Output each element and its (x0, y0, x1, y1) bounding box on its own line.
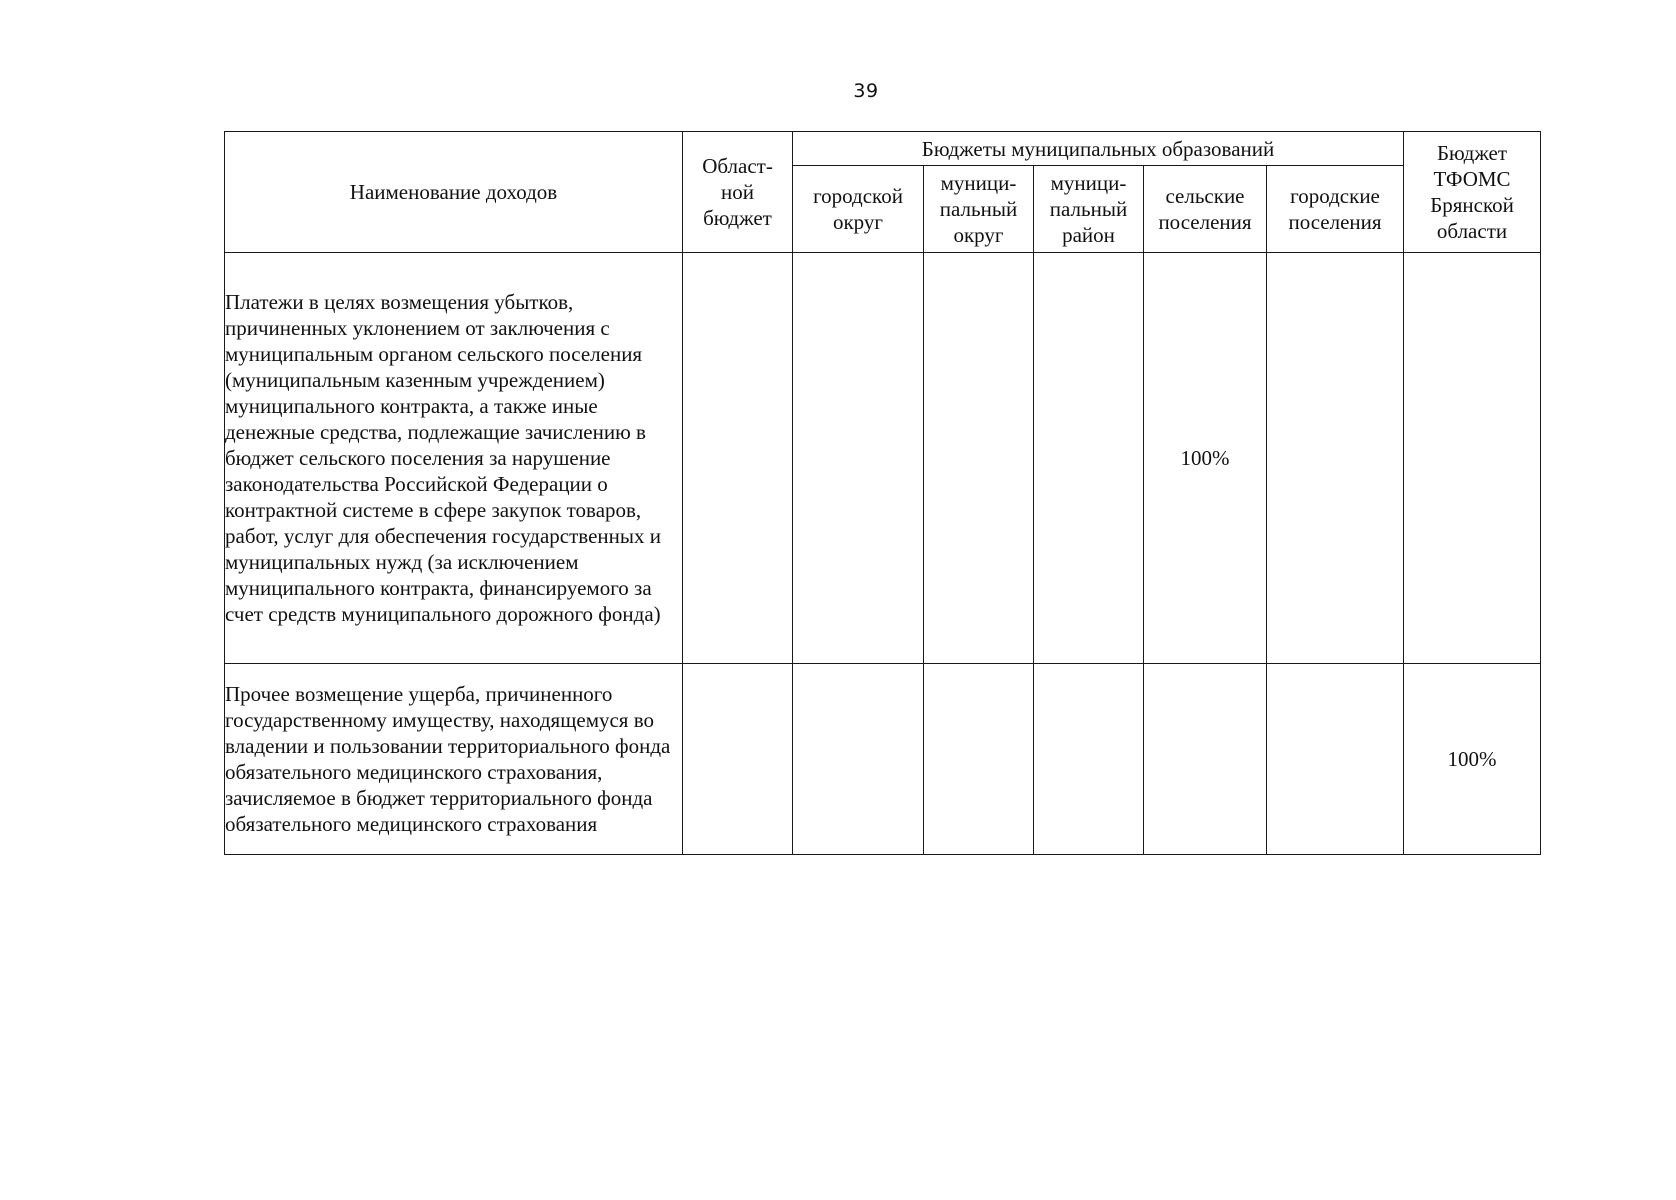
urban-district-value-cell (793, 664, 924, 855)
page-number: 39 (853, 80, 879, 102)
tfoms-value-cell (1404, 253, 1541, 664)
header-municipal-budgets: Бюджеты муниципальных образований (793, 132, 1404, 166)
municipal-district-value-cell (924, 664, 1034, 855)
municipal-district-value-cell (924, 253, 1034, 664)
header-municipal-area: муници- пальный район (1034, 166, 1144, 253)
tfoms-value-cell: 100% (1404, 664, 1541, 855)
revenue-name-cell: Прочее возмещение ущерба, причиненного государственному имуществу, находящемуся во владении и пользовании территориального фонда обязательного медицинского страхования, зачисляемое в бюджет территориального фонда обязательного медицинского страхования (225, 664, 683, 855)
urban-settlements-value-cell (1267, 253, 1404, 664)
revenue-distribution-table (224, 131, 1541, 855)
header-rural-settlements: сельские поселения (1144, 166, 1267, 253)
rural-settlements-value-cell: 100% (1144, 253, 1267, 664)
regional-value-cell (683, 664, 793, 855)
header-regional-budget: Област- ной бюджет (683, 132, 793, 253)
regional-value-cell (683, 253, 793, 664)
header-municipal-district: муници- пальный округ (924, 166, 1034, 253)
header-urban-district: городской округ (793, 166, 924, 253)
header-tfoms-budget: Бюджет ТФОМС Брянской области (1404, 132, 1541, 253)
rural-settlements-value-cell (1144, 664, 1267, 855)
urban-settlements-value-cell (1267, 664, 1404, 855)
urban-district-value-cell (793, 253, 924, 664)
header-revenue-name: Наименование доходов (225, 132, 683, 253)
revenue-name-cell: Платежи в целях возмещения убытков, причиненных уклонением от заключения с муниципальным органом сельского поселения (муниципальным казенным учреждением) муниципального контракта, а также иные денежные средства, подлежащие зачислению в бюджет сельского поселения за нарушение законодательства Российской Федерации о контрактной системе в сфере закупок товаров, работ, услуг для обеспечения государственных и муниципальных нужд (за исключением муниципального контракта, финансируемого за счет средств муниципального дорожного фонда) (225, 253, 683, 664)
municipal-area-value-cell (1034, 664, 1144, 855)
table-row (225, 664, 1541, 855)
header-urban-settlements: городские поселения (1267, 166, 1404, 253)
table-row (225, 253, 1541, 664)
municipal-area-value-cell (1034, 253, 1144, 664)
